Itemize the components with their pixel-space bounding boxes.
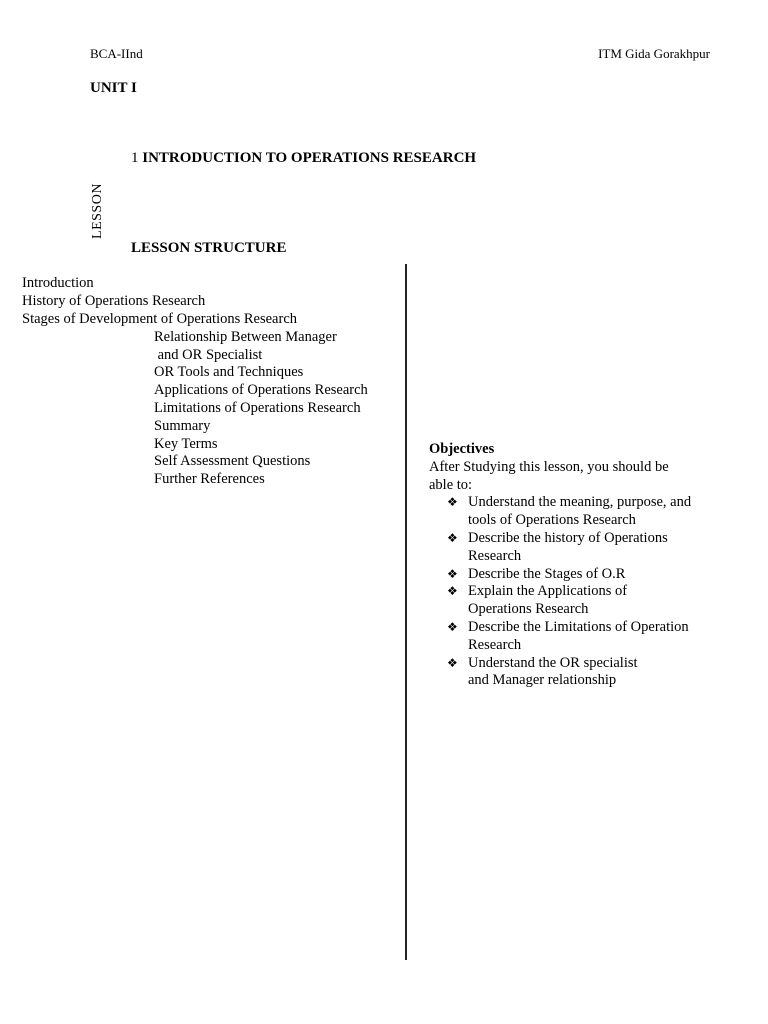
lesson-side-label <box>84 180 112 242</box>
lesson-number: 1 <box>131 150 139 166</box>
header-course: BCA-IInd <box>90 46 143 61</box>
objectives-section <box>429 441 729 690</box>
objective-text: tools of Operations Research <box>468 512 636 529</box>
objective-text: Operations Research <box>468 601 589 618</box>
objective-text: Describe the history of Operations <box>468 529 668 546</box>
structure-item: Summary <box>154 418 211 434</box>
structure-item: Key Terms <box>154 436 218 452</box>
diamond-bullet-icon: ❖ <box>447 584 458 599</box>
lesson-title <box>131 150 476 167</box>
objective-text: Explain the Applications of <box>468 583 628 600</box>
structure-item: OR Tools and Techniques <box>154 364 304 380</box>
diamond-bullet-icon: ❖ <box>447 566 458 581</box>
structure-item: Applications of Operations Research <box>154 382 368 398</box>
objective-item <box>447 655 729 691</box>
structure-item: Limitations of Operations Research <box>154 400 361 416</box>
objective-text: Describe the Limitations of Operation <box>468 618 689 635</box>
objectives-intro <box>429 459 729 495</box>
objective-text: and Manager relationship <box>468 672 617 689</box>
structure-item: Further References <box>154 471 265 487</box>
objective-text: Describe the Stages of O.R <box>468 565 626 582</box>
objectives-list <box>429 494 729 690</box>
diamond-bullet-icon: ❖ <box>447 530 458 545</box>
objective-item <box>447 494 729 530</box>
diamond-bullet-icon: ❖ <box>447 655 458 670</box>
structure-item: History of Operations Research <box>22 293 206 309</box>
column-divider <box>405 264 407 960</box>
structure-item: Stages of Development of Operations Research <box>22 311 298 327</box>
header-institute: ITM Gida Gorakhpur <box>598 46 710 61</box>
diamond-bullet-icon: ❖ <box>447 619 458 634</box>
objective-item <box>447 530 729 566</box>
objectives-intro-line: able to: <box>429 476 473 493</box>
structure-item: and OR Specialist <box>154 347 263 363</box>
objectives-intro-line: After Studying this lesson, you should be <box>429 458 669 475</box>
structure-item: Self Assessment Questions <box>154 453 311 469</box>
objective-text: Understand the OR specialist <box>468 654 638 671</box>
objective-text: Research <box>468 636 522 653</box>
lesson-side-label-text: LESSON <box>90 183 105 239</box>
structure-item: Relationship Between Manager <box>154 329 337 345</box>
objective-text: Research <box>468 547 522 564</box>
unit-title: UNIT I <box>90 80 137 96</box>
structure-item: Introduction <box>22 275 94 291</box>
diamond-bullet-icon: ❖ <box>447 495 458 510</box>
objective-item <box>447 566 729 584</box>
objectives-heading: Objectives <box>429 441 495 457</box>
lesson-title-text: INTRODUCTION TO OPERATIONS RESEARCH <box>142 150 477 166</box>
lesson-structure-heading: LESSON STRUCTURE <box>131 240 287 256</box>
objective-item <box>447 619 729 655</box>
objective-text: Understand the meaning, purpose, and <box>468 494 692 511</box>
objective-item <box>447 583 729 619</box>
